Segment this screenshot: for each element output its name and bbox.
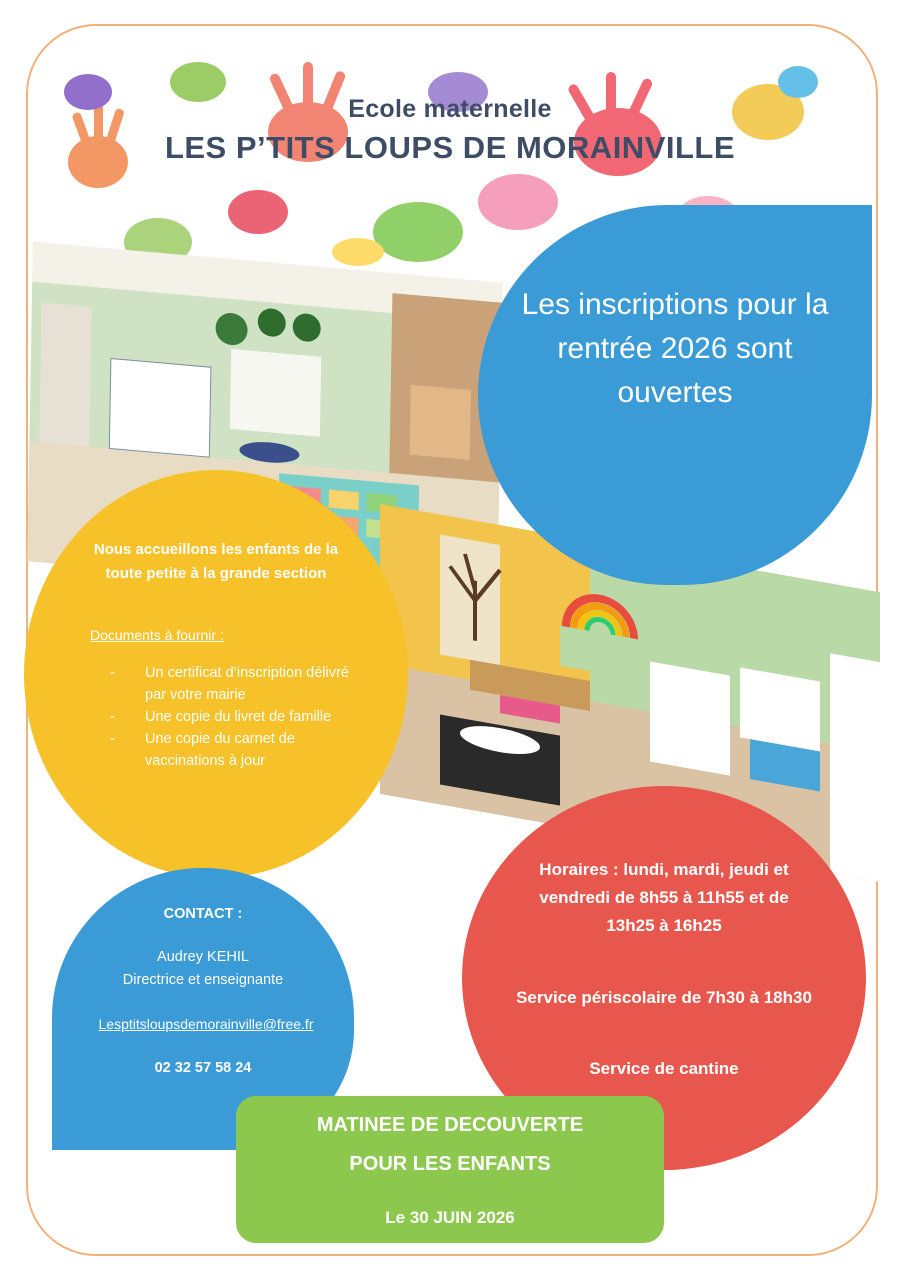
document-item: - Un certificat d’inscription délivré par votre mairie bbox=[110, 662, 370, 706]
welcome-intro: Nous accueillons les enfants de la toute petite à la grande section bbox=[93, 541, 339, 582]
contact-heading: CONTACT : bbox=[163, 906, 243, 922]
contact-name: Audrey KEHIL bbox=[157, 949, 249, 965]
canteen-service: Service de cantine bbox=[589, 1059, 739, 1078]
contact-role: Directrice et enseignante bbox=[122, 972, 284, 988]
event-title-line2: POUR LES ENFANTS bbox=[349, 1153, 551, 1175]
contact-email-link[interactable]: Lesptitsloupsdemorainville@free.fr bbox=[98, 1016, 314, 1032]
contact-phone: 02 32 57 58 24 bbox=[154, 1060, 252, 1076]
event-date: Le 30 JUIN 2026 bbox=[385, 1208, 515, 1227]
documents-heading: Documents à fournir : bbox=[90, 627, 224, 643]
discovery-event-box bbox=[236, 1096, 664, 1243]
school-type: Ecole maternelle bbox=[348, 95, 552, 123]
school-header bbox=[60, 95, 840, 166]
documents-list bbox=[110, 662, 370, 772]
announcement-text: Les inscriptions pour la rentrée 2026 sont ouvertes bbox=[521, 288, 829, 409]
document-item: - Une copie du livret de famille bbox=[110, 706, 370, 728]
event-title-line1: MATINEE DE DECOUVERTE bbox=[316, 1114, 584, 1136]
enrollment-announcement bbox=[478, 205, 872, 585]
document-item: - Une copie du carnet de vaccinations à jour bbox=[110, 728, 370, 772]
welcome-circle bbox=[24, 470, 408, 878]
schedule-hours: Horaires : lundi, mardi, jeudi et vendredi de 8h55 à 11h55 et de 13h25 à 16h25 bbox=[539, 860, 789, 935]
school-name: LES P’TITS LOUPS DE MORAINVILLE bbox=[164, 130, 736, 165]
preschool-service: Service périscolaire de 7h30 à 18h30 bbox=[516, 988, 812, 1007]
